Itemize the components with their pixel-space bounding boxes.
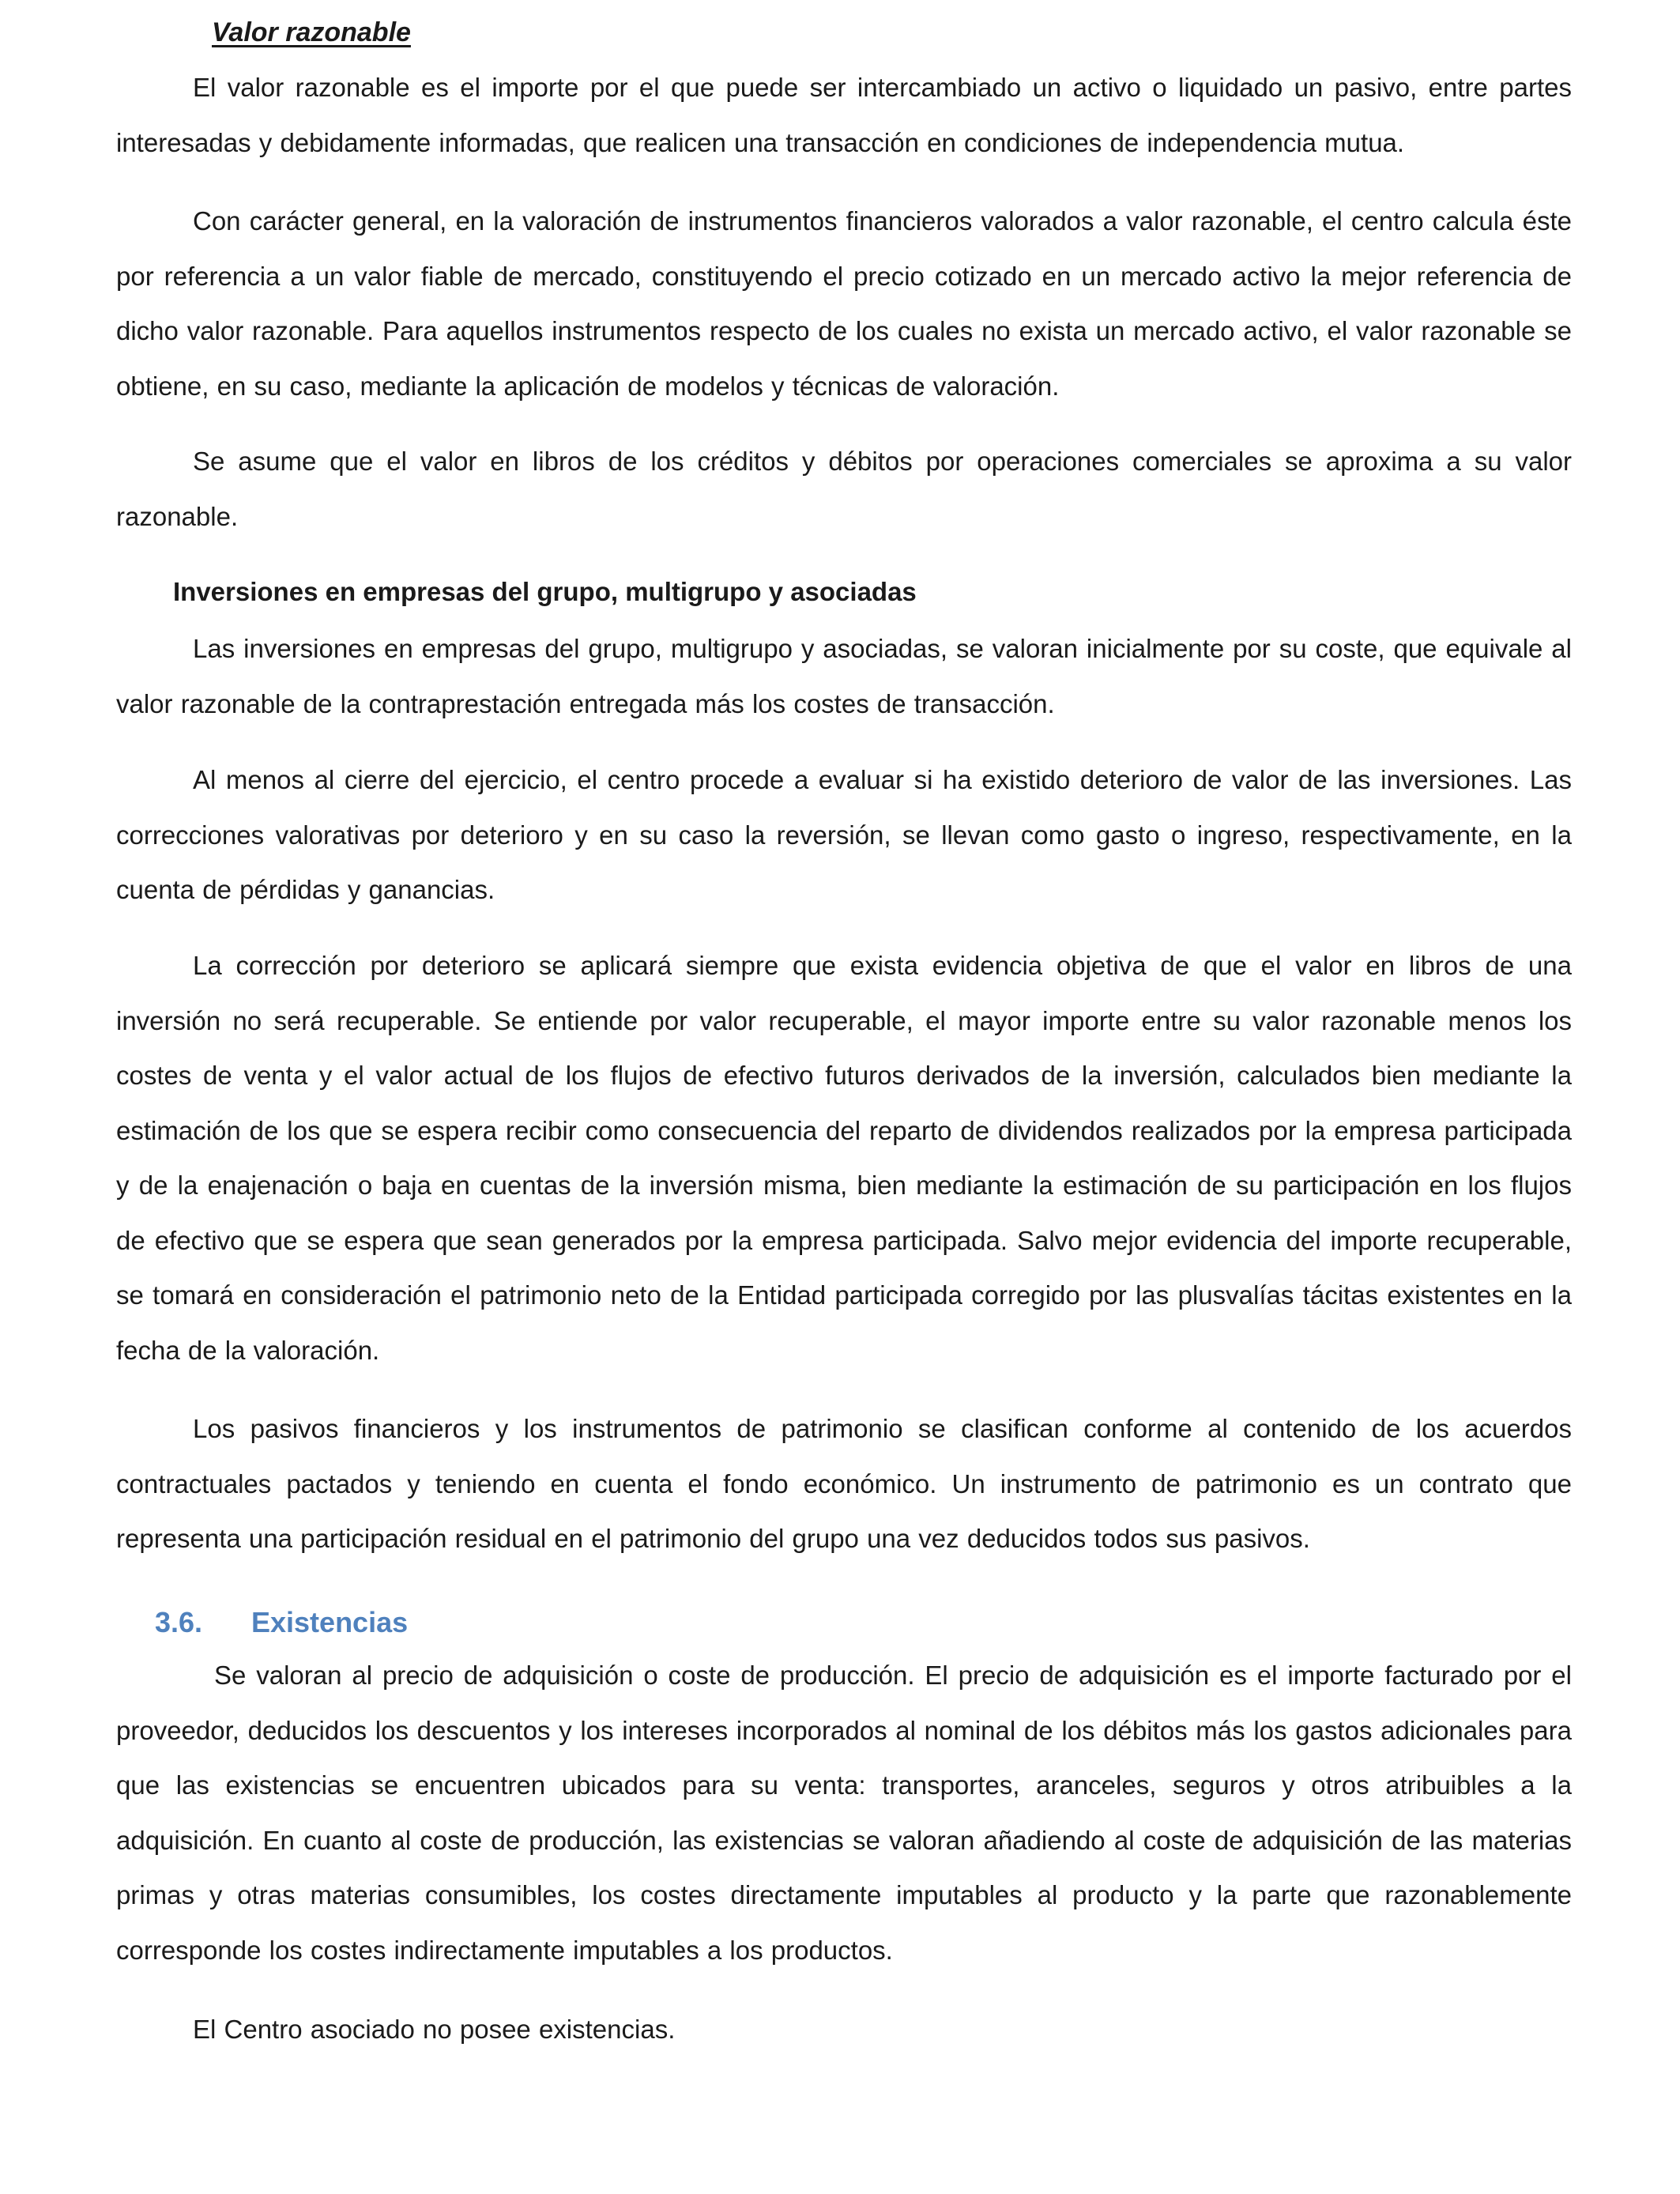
paragraph-existencias-valoracion: Se valoran al precio de adquisición o coste de producción. El precio de adquisición es el importe facturado por el proveedor, deducidos los descuentos y los intereses incorporados al nominal de los débitos más los gastos adicionales para que las existencias se encuentren ubicados para su venta: transportes, aranceles, seguros y otros atribuibles a la adquisición. En cuanto al coste de producción, las existencias se valoran añadiendo al coste de adquisición de las materias primas y otras materias consumibles, los costes directamente imputables al producto y la parte que razonablemente corresponde los costes indirectamente imputables a los productos. bbox=[116, 1661, 1572, 1965]
paragraph-valoracion-instrumentos: Con carácter general, en la valoración de instrumentos financieros valorados a valor razonable, el centro calcula éste por referencia a un valor fiable de mercado, constituyendo el precio cotizado en un mercado activo la mejor referencia de dicho valor razonable. Para aquellos instrumentos respecto de los cuales no exista un mercado activo, el valor razonable se obtiene, en su caso, mediante la aplicación de modelos y técnicas de valoración. bbox=[116, 206, 1572, 401]
paragraph-valor-razonable-definition: El valor razonable es el importe por el que puede ser intercambiado un activo o liquidado un pasivo, entre partes interesadas y debidamente informadas, que realicen una transacción en condiciones de independencia mutua. bbox=[116, 73, 1572, 157]
paragraph-correccion-deterioro: La corrección por deterioro se aplicará siempre que exista evidencia objetiva de que el valor en libros de una inversión no será recuperable. Se entiende por valor recuperable, el mayor importe entre su valor razonable menos los costes de venta y el valor actual de los flujos de efectivo futuros derivados de la inversión, calculados bien mediante la estimación de los que se espera recibir como consecuencia del reparto de dividendos realizados por la empresa participada y de la enajenación o baja en cuentas de la inversión misma, bien mediante la estimación de su participación en los flujos de efectivo que se espera que sean generados por la empresa participada. Salvo mejor evidencia del importe recuperable, se tomará en consideración el patrimonio neto de la Entidad participada corregido por las plusvalías tácitas existentes en la fecha de la valoración. bbox=[116, 951, 1572, 1365]
paragraph-creditos-debitos: Se asume que el valor en libros de los créditos y débitos por operaciones comerciales se aproxima a su valor razonable. bbox=[116, 447, 1572, 531]
heading-valor-razonable: Valor razonable bbox=[212, 17, 411, 47]
paragraph-deterioro-cierre: Al menos al cierre del ejercicio, el centro procede a evaluar si ha existido deterioro de valor de las inversiones. Las correcciones valorativas por deterioro y en su caso la reversión, se llevan como gasto o ingreso, respectivamente, en la cuenta de pérdidas y ganancias. bbox=[116, 765, 1572, 904]
section-title: Existencias bbox=[251, 1606, 409, 1638]
section-number: 3.6. bbox=[155, 1606, 203, 1638]
paragraph-inversiones-valoracion: Las inversiones en empresas del grupo, multigrupo y asociadas, se valoran inicialmente por su coste, que equivale al valor razonable de la contraprestación entregada más los costes de transacción. bbox=[116, 634, 1572, 718]
heading-inversiones: Inversiones en empresas del grupo, multigrupo y asociadas bbox=[173, 577, 917, 606]
section-heading-existencias bbox=[155, 1600, 408, 1645]
paragraph-no-existencias: El Centro asociado no posee existencias. bbox=[193, 2015, 676, 2044]
paragraph-pasivos-financieros: Los pasivos financieros y los instrumentos de patrimonio se clasifican conforme al contenido de los acuerdos contractuales pactados y teniendo en cuenta el fondo económico. Un instrumento de patrimonio es un contrato que representa una participación residual en el patrimonio del grupo una vez deducidos todos sus pasivos. bbox=[116, 1414, 1572, 1553]
